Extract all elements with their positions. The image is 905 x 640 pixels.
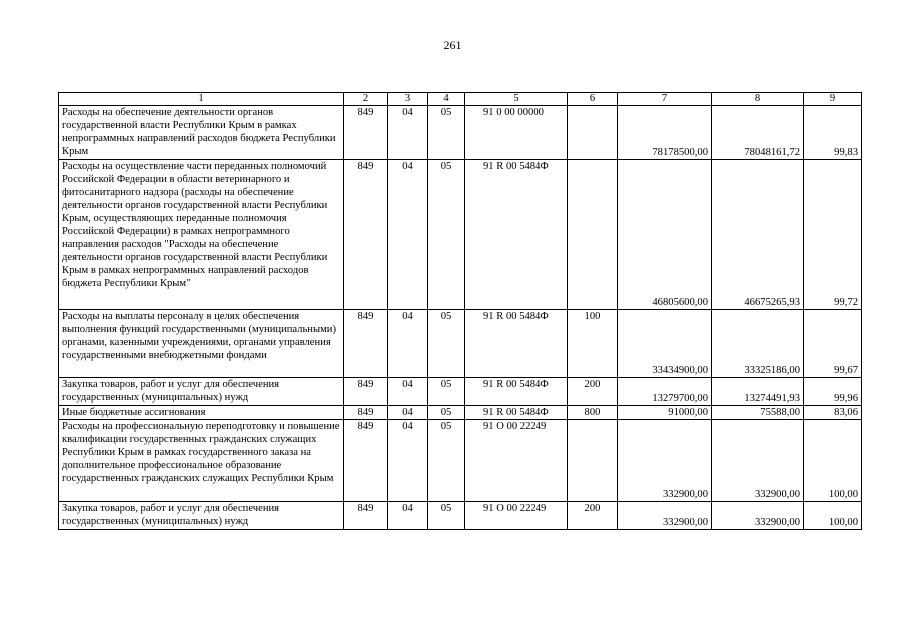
row-section-code: 04 — [388, 160, 428, 310]
row-expense-type: 800 — [568, 406, 618, 420]
row-actual-amount: 332900,00 — [712, 420, 804, 502]
row-execution-percent: 99,72 — [804, 160, 862, 310]
row-ministry-code: 849 — [344, 310, 388, 378]
row-section-code: 04 — [388, 502, 428, 530]
row-expense-type: 200 — [568, 378, 618, 406]
row-description: Расходы на осуществление части переданных полномочий Российской Федерации в области ветеринарного и фитосанитарного надзора (расходы на обеспечение деятельности органов государственной власти Республики Крым, осуществляющих переданные полномочия Российской Федерации) в рамках непрограммного направления расходов "Расходы на обеспечение деятельности органов государственной власти Республики Крым в рамках непрограммных направлений расходов бюджета Республики Крым" — [59, 160, 344, 310]
row-target-code: 91 О 00 22249 — [465, 502, 568, 530]
row-actual-amount: 33325186,00 — [712, 310, 804, 378]
row-section-code: 04 — [388, 378, 428, 406]
row-section-code: 04 — [388, 420, 428, 502]
header-cell: 9 — [804, 93, 862, 106]
row-expense-type — [568, 160, 618, 310]
row-description: Иные бюджетные ассигнования — [59, 406, 344, 420]
row-expense-type — [568, 420, 618, 502]
table-row — [59, 502, 862, 530]
header-cell: 1 — [59, 93, 344, 106]
row-ministry-code: 849 — [344, 420, 388, 502]
row-description: Расходы на обеспечение деятельности органов государственной власти Республики Крым в рамках непрограммных направлений расходов бюджета Республики Крым — [59, 106, 344, 160]
row-ministry-code: 849 — [344, 106, 388, 160]
row-planned-amount: 332900,00 — [618, 502, 712, 530]
row-target-code: 91 0 00 00000 — [465, 106, 568, 160]
row-subsection-code: 05 — [428, 160, 465, 310]
table-row — [59, 378, 862, 406]
row-section-code: 04 — [388, 106, 428, 160]
row-actual-amount: 75588,00 — [712, 406, 804, 420]
row-actual-amount: 332900,00 — [712, 502, 804, 530]
row-section-code: 04 — [388, 406, 428, 420]
row-execution-percent: 100,00 — [804, 502, 862, 530]
row-subsection-code: 05 — [428, 502, 465, 530]
row-ministry-code: 849 — [344, 378, 388, 406]
header-cell: 2 — [344, 93, 388, 106]
row-planned-amount: 13279700,00 — [618, 378, 712, 406]
row-target-code: 91 R 00 5484Ф — [465, 378, 568, 406]
row-target-code: 91 О 00 22249 — [465, 420, 568, 502]
row-description: Закупка товаров, работ и услуг для обеспечения государственных (муниципальных) нужд — [59, 378, 344, 406]
row-ministry-code: 849 — [344, 160, 388, 310]
header-cell: 6 — [568, 93, 618, 106]
table-row — [59, 310, 862, 378]
row-actual-amount: 13274491,93 — [712, 378, 804, 406]
row-ministry-code: 849 — [344, 406, 388, 420]
row-subsection-code: 05 — [428, 420, 465, 502]
row-subsection-code: 05 — [428, 378, 465, 406]
row-description: Закупка товаров, работ и услуг для обеспечения государственных (муниципальных) нужд — [59, 502, 344, 530]
header-cell: 4 — [428, 93, 465, 106]
header-cell: 5 — [465, 93, 568, 106]
row-section-code: 04 — [388, 310, 428, 378]
row-expense-type — [568, 106, 618, 160]
table-row — [59, 106, 862, 160]
row-planned-amount: 332900,00 — [618, 420, 712, 502]
row-description: Расходы на профессиональную переподготовку и повышение квалификации государственных гражданских служащих Республики Крым в рамках государственного заказа на дополнительное профессиональное образование государственных гражданских служащих Республики Крым — [59, 420, 344, 502]
row-planned-amount: 91000,00 — [618, 406, 712, 420]
table-row — [59, 160, 862, 310]
row-target-code: 91 R 00 5484Ф — [465, 406, 568, 420]
row-execution-percent: 99,83 — [804, 106, 862, 160]
row-actual-amount: 46675265,93 — [712, 160, 804, 310]
row-planned-amount: 33434900,00 — [618, 310, 712, 378]
row-expense-type: 200 — [568, 502, 618, 530]
header-cell: 8 — [712, 93, 804, 106]
row-ministry-code: 849 — [344, 502, 388, 530]
row-subsection-code: 05 — [428, 310, 465, 378]
row-expense-type: 100 — [568, 310, 618, 378]
row-execution-percent: 83,06 — [804, 406, 862, 420]
row-planned-amount: 78178500,00 — [618, 106, 712, 160]
row-target-code: 91 R 00 5484Ф — [465, 160, 568, 310]
table-row — [59, 406, 862, 420]
header-cell: 3 — [388, 93, 428, 106]
row-subsection-code: 05 — [428, 406, 465, 420]
row-execution-percent: 99,96 — [804, 378, 862, 406]
budget-table — [58, 92, 862, 530]
row-subsection-code: 05 — [428, 106, 465, 160]
row-execution-percent: 100,00 — [804, 420, 862, 502]
row-execution-percent: 99,67 — [804, 310, 862, 378]
row-description: Расходы на выплаты персоналу в целях обеспечения выполнения функций государственными (муниципальными) органами, казенными учреждениями, органами управления государственными внебюджетными фондами — [59, 310, 344, 378]
row-target-code: 91 R 00 5484Ф — [465, 310, 568, 378]
header-cell: 7 — [618, 93, 712, 106]
table-row — [59, 420, 862, 502]
row-actual-amount: 78048161,72 — [712, 106, 804, 160]
table-header-row — [59, 93, 862, 106]
page-number: 261 — [443, 38, 462, 52]
row-planned-amount: 46805600,00 — [618, 160, 712, 310]
